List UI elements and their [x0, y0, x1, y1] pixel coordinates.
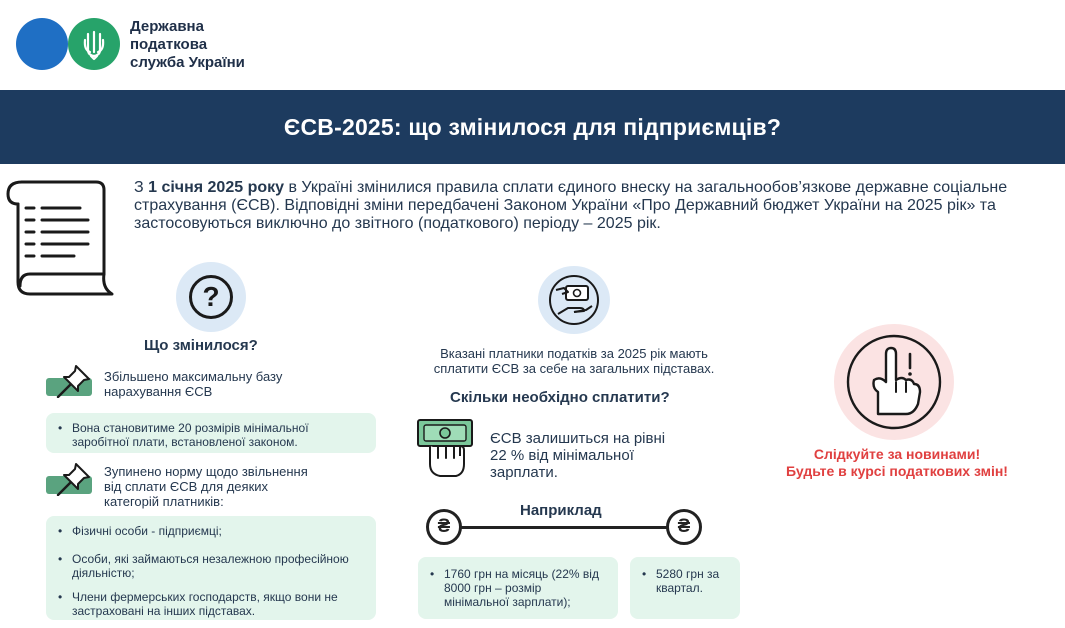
hryvnia-symbol: ₴: [437, 516, 451, 537]
intro-part1: З: [134, 179, 149, 196]
question-icon: [189, 275, 233, 319]
news-callout: [762, 446, 1032, 480]
rate-line3: зарплати.: [490, 464, 558, 481]
payers-line2: сплатити ЄСВ за себе на загальних підставах.: [433, 361, 715, 376]
logo-blue-circle: [16, 18, 68, 70]
list-item: • 5280 грн за квартал.: [642, 567, 728, 595]
pin2-line3: категорій платників:: [104, 494, 224, 509]
org-name-line1: Державна: [130, 18, 204, 35]
categories-box: [46, 516, 376, 620]
document-scroll-icon: [4, 178, 118, 298]
question-icon-circle: [176, 262, 246, 332]
pushpin-icon: [56, 462, 92, 496]
example-connector-line: [460, 526, 670, 529]
money-hand-icon: [546, 274, 602, 326]
news-line1: Слідкуйте за новинами!: [813, 446, 981, 462]
rate-line2: 22 % від мінімальної: [490, 447, 634, 464]
finger-up-icon: [842, 332, 946, 432]
rate-line1: ЄСВ залишиться на рівні: [490, 430, 666, 447]
hryvnia-symbol: ₴: [677, 516, 691, 537]
what-changed-title: Що змінилося?: [144, 337, 258, 354]
org-name-line3: служба України: [130, 54, 245, 71]
org-name-line2: податкова: [130, 36, 208, 53]
pin1-line1: Збільшено максимальну базу: [104, 369, 283, 384]
intro-part2: в Україні змінилися правила сплати єдиного внеску на загальнообов’язкове державне соціальне страхування (ЄСВ). Відповідні зміни передбачені Законом України «Про Державний бюджет України на 2025 рік» та застосовуються виключно до звітного (податкового) періоду – 2025 рік.: [134, 179, 1008, 232]
pin2-line2: від сплати ЄСВ для деяких: [104, 479, 269, 494]
example-title: Наприклад: [520, 502, 602, 519]
title-banner: [0, 90, 1065, 164]
pin1-text: [104, 369, 364, 399]
max-base-box: [46, 413, 376, 453]
hryvnia-icon: [666, 509, 702, 545]
pin1-line2: нарахування ЄСВ: [104, 384, 213, 399]
example-quarter-box: [630, 557, 740, 619]
payers-text: [404, 346, 744, 376]
pin2-line1: Зупинено норму щодо звільнення: [104, 464, 308, 479]
how-much-title: Скільки необхідно сплатити?: [450, 389, 670, 406]
intro-date: 1 січня 2025 року: [148, 179, 285, 196]
pin2-marker: [46, 464, 92, 496]
logo-green-circle: [68, 18, 120, 70]
payers-line1: Вказані платники податків за 2025 рік мають: [440, 346, 708, 361]
pin2-text: [104, 464, 384, 509]
list-item: • Фізичні особи - підприємці;: [58, 524, 364, 538]
list-item: • 1760 грн на місяць (22% від 8000 грн – розмір мінімальної зарплати);: [430, 567, 606, 609]
finger-icon-circle: [834, 324, 954, 440]
question-mark: ?: [202, 281, 220, 312]
page-title: ЄСВ-2025: що змінилося для підприємців?: [283, 113, 782, 140]
pin1-marker: [46, 366, 92, 398]
rate-text: [490, 430, 730, 481]
trident-icon: [68, 18, 120, 70]
list-item: • Члени фермерських господарств, якщо вони не застраховані на інших підставах.: [58, 590, 364, 618]
pushpin-icon: [56, 364, 92, 398]
banknote-hand-icon: [416, 416, 474, 480]
example-month-box: [418, 557, 618, 619]
hryvnia-icon: [426, 509, 462, 545]
money-icon-circle: [538, 266, 610, 334]
list-item: • Особи, які займаються незалежною професійною діяльністю;: [58, 552, 364, 580]
intro-paragraph: [134, 179, 1034, 233]
org-name: [130, 18, 245, 72]
news-line2: Будьте в курсі податкових змін!: [786, 463, 1008, 479]
list-item: • Вона становитиме 20 розмірів мінімальної заробітної плати, встановленої законом.: [58, 421, 364, 449]
